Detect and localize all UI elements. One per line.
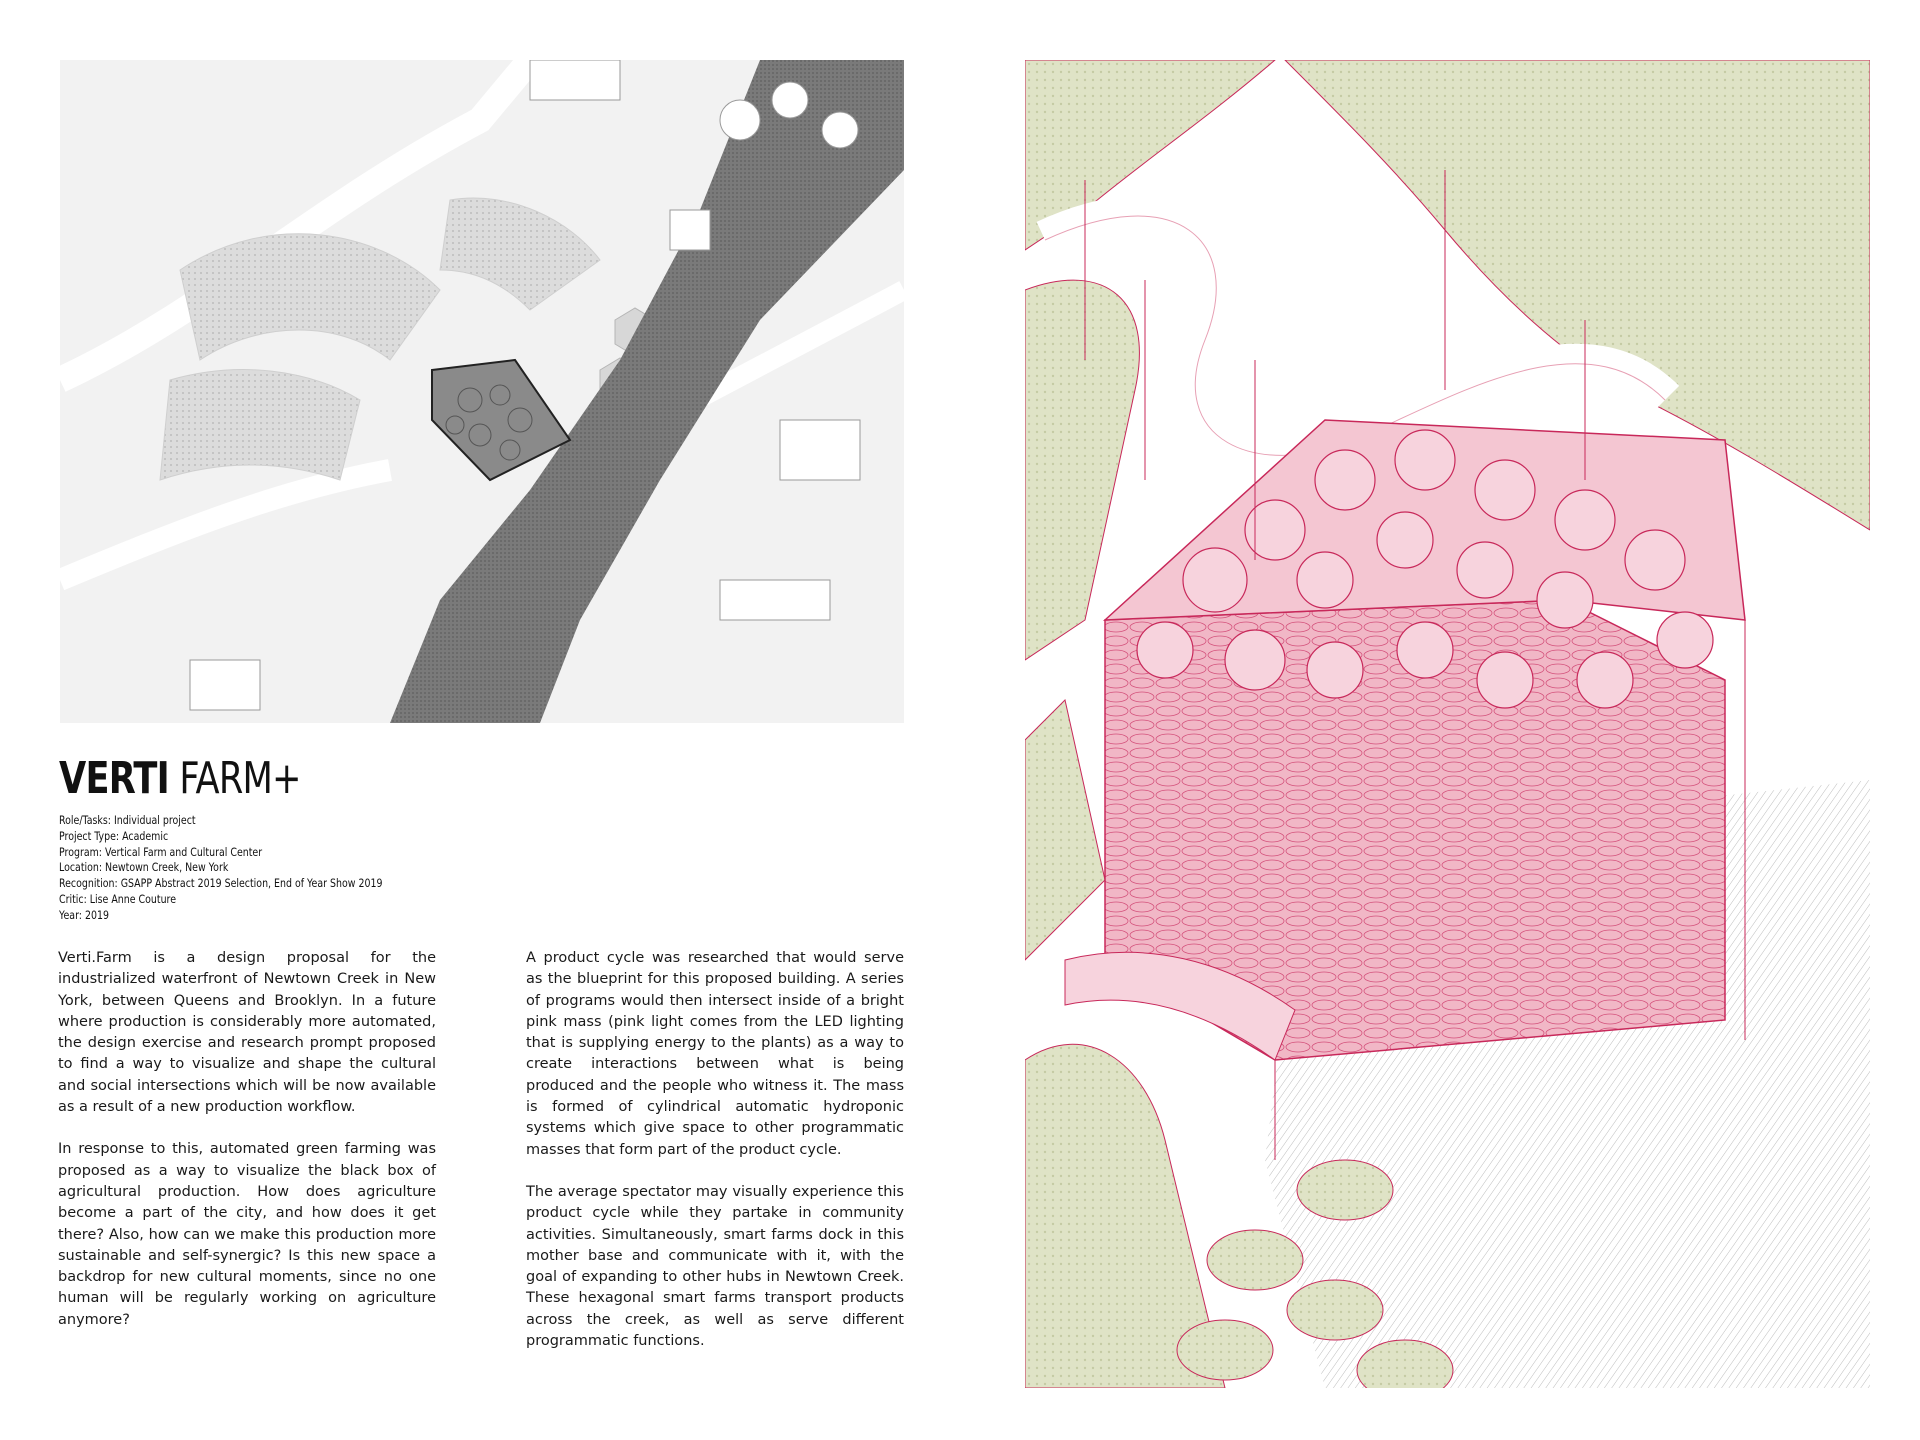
detail-row: Role/Tasks: Individual project — [59, 813, 196, 827]
project-title — [59, 754, 301, 804]
project-details — [59, 813, 551, 924]
paragraph: A product cycle was researched that would serve as the blueprint for this proposed building. A series of programs would then intersect inside of a bright pink mass (pink light comes from the LED lighting that is supplying energy to the plants) as a way to create interactions between what is being produced and the people who witness it. The mass is formed of cylindrical automatic hydroponic systems which give space to other programmatic masses that form part of the product cycle. — [526, 950, 904, 1158]
body-column-left — [58, 948, 436, 1352]
project-title-bold: VERTI — [59, 753, 169, 804]
site-plan-drawing — [60, 60, 904, 723]
detail-row: Year: 2019 — [59, 907, 109, 922]
detail-row: Recognition: GSAPP Abstract 2019 Selection, End of Year Show 2019 — [59, 876, 383, 891]
detail-row: Project Type: Academic — [59, 828, 169, 843]
project-title-rest: FARM+ — [179, 753, 301, 804]
axonometric-drawing — [1025, 60, 1870, 1388]
axonometric-illustration — [1025, 60, 1870, 1388]
detail-row: Program: Vertical Farm and Cultural Center — [59, 844, 263, 859]
detail-row: Critic: Lise Anne Couture — [59, 891, 177, 906]
detail-row: Location: Newtown Creek, New York — [59, 860, 229, 875]
paragraph: Verti.Farm is a design proposal for the industrialized waterfront of Newtown Creek in New York, between Queens and Brooklyn. In a future where production is considerably more automated, the design exercise and research prompt proposed to find a way to visualize and shape the cultural and social intersections which will be now available as a result of a new production workflow. — [58, 950, 436, 1116]
site-plan-image — [60, 60, 904, 723]
paragraph: In response to this, automated green farming was proposed as a way to visualize the black box of agricultural production. How does agriculture become a part of the city, and how does it get there? Also, how can we make this production more sustainable and self-synergic? Is this new space a backdrop for new cultural moments, since no one human will be regularly working on agriculture anymore? — [58, 1141, 436, 1328]
paragraph: The average spectator may visually experience this product cycle while they partake in community activities. Simultaneously, smart farms dock in this mother base and communicate with it, with the goal of expanding to other hubs in Newtown Creek. These hexagonal smart farms transport products across the creek, as well as serve different programmatic functions. — [526, 1183, 904, 1350]
body-column-right — [526, 948, 904, 1373]
